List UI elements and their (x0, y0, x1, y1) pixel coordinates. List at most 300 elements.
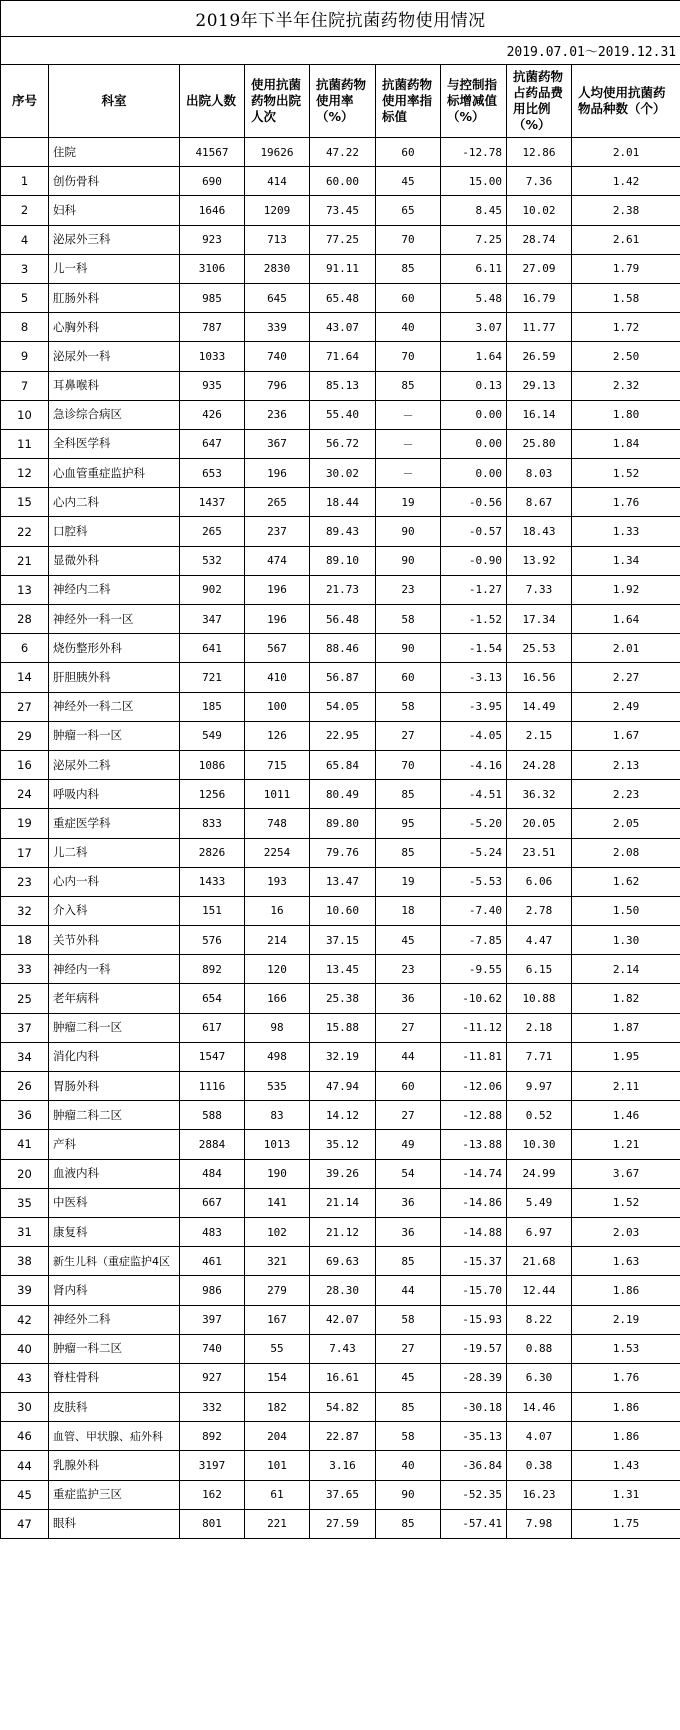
cell-discharged: 927 (180, 1363, 245, 1392)
cell-diff: 1.64 (441, 342, 507, 371)
cell-antibiotic-discharges: 126 (245, 721, 310, 750)
cell-usage-rate: 21.73 (310, 575, 376, 604)
cell-seq: 16 (1, 750, 49, 779)
table-row (1, 196, 680, 225)
cell-usage-rate: 25.38 (310, 984, 376, 1013)
cell-avg-varieties: 2.61 (572, 225, 680, 254)
cell-discharged: 935 (180, 371, 245, 400)
cell-avg-varieties: 2.01 (572, 138, 680, 167)
cell-diff: -7.85 (441, 926, 507, 955)
cell-diff: -0.56 (441, 488, 507, 517)
table-row (1, 1451, 680, 1480)
cell-antibiotic-discharges: 120 (245, 955, 310, 984)
cell-discharged: 1033 (180, 342, 245, 371)
cell-antibiotic-discharges: 100 (245, 692, 310, 721)
cell-cost-ratio: 0.52 (507, 1101, 572, 1130)
cell-usage-target: 36 (376, 984, 441, 1013)
cell-avg-varieties: 1.86 (572, 1422, 680, 1451)
cell-diff: -30.18 (441, 1393, 507, 1422)
cell-diff: 0.00 (441, 459, 507, 488)
cell-discharged: 653 (180, 459, 245, 488)
cell-discharged: 690 (180, 167, 245, 196)
cell-cost-ratio: 18.43 (507, 517, 572, 546)
cell-diff: -3.13 (441, 663, 507, 692)
cell-department: 创伤骨科 (49, 167, 180, 196)
cell-diff: -15.37 (441, 1247, 507, 1276)
cell-cost-ratio: 4.07 (507, 1422, 572, 1451)
table-row (1, 371, 680, 400)
cell-department: 肛肠外科 (49, 283, 180, 312)
cell-usage-rate: 3.16 (310, 1451, 376, 1480)
cell-avg-varieties: 1.46 (572, 1101, 680, 1130)
cell-usage-rate: 89.43 (310, 517, 376, 546)
cell-usage-target: 27 (376, 1334, 441, 1363)
cell-seq: 4 (1, 225, 49, 254)
cell-usage-target: 19 (376, 867, 441, 896)
cell-antibiotic-discharges: 321 (245, 1247, 310, 1276)
table-row (1, 955, 680, 984)
cell-usage-rate: 85.13 (310, 371, 376, 400)
cell-seq: 18 (1, 926, 49, 955)
cell-cost-ratio: 6.06 (507, 867, 572, 896)
cell-usage-target: 44 (376, 1042, 441, 1071)
cell-usage-rate: 56.48 (310, 605, 376, 634)
cell-antibiotic-discharges: 715 (245, 750, 310, 779)
cell-cost-ratio: 6.97 (507, 1217, 572, 1246)
header-department: 科室 (49, 65, 180, 138)
cell-discharged: 617 (180, 1013, 245, 1042)
cell-antibiotic-discharges: 2830 (245, 254, 310, 283)
cell-usage-rate: 32.19 (310, 1042, 376, 1071)
cell-discharged: 923 (180, 225, 245, 254)
cell-avg-varieties: 2.32 (572, 371, 680, 400)
cell-antibiotic-discharges: 19626 (245, 138, 310, 167)
cell-seq: 36 (1, 1101, 49, 1130)
table-row (1, 926, 680, 955)
cell-seq: 7 (1, 371, 49, 400)
table-row (1, 1509, 680, 1538)
cell-department: 老年病科 (49, 984, 180, 1013)
cell-diff: -57.41 (441, 1509, 507, 1538)
cell-avg-varieties: 2.14 (572, 955, 680, 984)
cell-usage-rate: 71.64 (310, 342, 376, 371)
cell-avg-varieties: 2.08 (572, 838, 680, 867)
cell-antibiotic-discharges: 339 (245, 313, 310, 342)
cell-diff: -3.95 (441, 692, 507, 721)
cell-cost-ratio: 2.15 (507, 721, 572, 750)
cell-department: 心内一科 (49, 867, 180, 896)
cell-discharged: 2826 (180, 838, 245, 867)
cell-department: 神经内一科 (49, 955, 180, 984)
header-antibiotic-discharges: 使用抗菌药物出院人次 (245, 65, 310, 138)
cell-cost-ratio: 26.59 (507, 342, 572, 371)
cell-diff: -0.57 (441, 517, 507, 546)
header-diff: 与控制指标增减值（%） (441, 65, 507, 138)
cell-avg-varieties: 1.34 (572, 546, 680, 575)
cell-discharged: 426 (180, 400, 245, 429)
cell-diff: -14.86 (441, 1188, 507, 1217)
cell-seq: 26 (1, 1072, 49, 1101)
cell-cost-ratio: 16.14 (507, 400, 572, 429)
cell-discharged: 647 (180, 429, 245, 458)
table-row (1, 546, 680, 575)
cell-diff: -19.57 (441, 1334, 507, 1363)
cell-department: 泌尿外三科 (49, 225, 180, 254)
table-row (1, 254, 680, 283)
cell-antibiotic-discharges: 474 (245, 546, 310, 575)
cell-cost-ratio: 7.98 (507, 1509, 572, 1538)
cell-seq: 10 (1, 400, 49, 429)
cell-usage-rate: 54.05 (310, 692, 376, 721)
cell-seq: 37 (1, 1013, 49, 1042)
cell-usage-target: 40 (376, 313, 441, 342)
cell-usage-target: 85 (376, 780, 441, 809)
cell-seq: 17 (1, 838, 49, 867)
cell-antibiotic-discharges: 98 (245, 1013, 310, 1042)
cell-discharged: 1116 (180, 1072, 245, 1101)
cell-avg-varieties: 1.86 (572, 1393, 680, 1422)
cell-antibiotic-discharges: 154 (245, 1363, 310, 1392)
cell-usage-target: 58 (376, 1422, 441, 1451)
cell-usage-rate: 91.11 (310, 254, 376, 283)
cell-avg-varieties: 1.50 (572, 896, 680, 925)
cell-discharged: 332 (180, 1393, 245, 1422)
cell-usage-target: 36 (376, 1188, 441, 1217)
cell-seq: 6 (1, 634, 49, 663)
table-row (1, 575, 680, 604)
cell-diff: -7.40 (441, 896, 507, 925)
cell-usage-target: － (376, 400, 441, 429)
cell-cost-ratio: 13.92 (507, 546, 572, 575)
cell-discharged: 1437 (180, 488, 245, 517)
cell-seq: 5 (1, 283, 49, 312)
cell-cost-ratio: 5.49 (507, 1188, 572, 1217)
cell-usage-target: 70 (376, 750, 441, 779)
cell-antibiotic-discharges: 193 (245, 867, 310, 896)
cell-cost-ratio: 16.56 (507, 663, 572, 692)
cell-antibiotic-discharges: 190 (245, 1159, 310, 1188)
cell-antibiotic-discharges: 567 (245, 634, 310, 663)
cell-seq: 23 (1, 867, 49, 896)
cell-cost-ratio: 6.30 (507, 1363, 572, 1392)
cell-usage-target: 36 (376, 1217, 441, 1246)
cell-diff: 8.45 (441, 196, 507, 225)
cell-diff: -12.06 (441, 1072, 507, 1101)
table-row (1, 867, 680, 896)
cell-usage-rate: 60.00 (310, 167, 376, 196)
cell-department: 心胸外科 (49, 313, 180, 342)
cell-usage-target: 85 (376, 254, 441, 283)
cell-usage-rate: 42.07 (310, 1305, 376, 1334)
table-row (1, 167, 680, 196)
cell-cost-ratio: 8.67 (507, 488, 572, 517)
cell-cost-ratio: 17.34 (507, 605, 572, 634)
cell-seq: 11 (1, 429, 49, 458)
cell-department: 血液内科 (49, 1159, 180, 1188)
cell-usage-rate: 16.61 (310, 1363, 376, 1392)
header-seq: 序号 (1, 65, 49, 138)
cell-department: 肿瘤一科一区 (49, 721, 180, 750)
cell-seq: 25 (1, 984, 49, 1013)
cell-department: 重症监护三区 (49, 1480, 180, 1509)
cell-usage-target: 54 (376, 1159, 441, 1188)
cell-antibiotic-discharges: 102 (245, 1217, 310, 1246)
cell-avg-varieties: 1.80 (572, 400, 680, 429)
cell-usage-rate: 10.60 (310, 896, 376, 925)
cell-seq: 31 (1, 1217, 49, 1246)
cell-discharged: 3197 (180, 1451, 245, 1480)
table-row (1, 663, 680, 692)
cell-usage-target: 85 (376, 1509, 441, 1538)
cell-discharged: 833 (180, 809, 245, 838)
cell-department: 神经外一科一区 (49, 605, 180, 634)
cell-cost-ratio: 2.78 (507, 896, 572, 925)
cell-usage-rate: 21.12 (310, 1217, 376, 1246)
cell-avg-varieties: 1.42 (572, 167, 680, 196)
table-row (1, 517, 680, 546)
cell-antibiotic-discharges: 16 (245, 896, 310, 925)
cell-department: 肿瘤二科二区 (49, 1101, 180, 1130)
cell-seq: 20 (1, 1159, 49, 1188)
cell-usage-target: 70 (376, 342, 441, 371)
cell-diff: -10.62 (441, 984, 507, 1013)
cell-avg-varieties: 1.43 (572, 1451, 680, 1480)
cell-usage-rate: 21.14 (310, 1188, 376, 1217)
cell-antibiotic-discharges: 101 (245, 1451, 310, 1480)
cell-cost-ratio: 16.23 (507, 1480, 572, 1509)
cell-discharged: 3106 (180, 254, 245, 283)
cell-usage-target: 65 (376, 196, 441, 225)
cell-avg-varieties: 1.76 (572, 488, 680, 517)
cell-usage-rate: 15.88 (310, 1013, 376, 1042)
cell-usage-target: 44 (376, 1276, 441, 1305)
cell-avg-varieties: 1.86 (572, 1276, 680, 1305)
cell-seq: 42 (1, 1305, 49, 1334)
cell-diff: -12.88 (441, 1101, 507, 1130)
cell-discharged: 2884 (180, 1130, 245, 1159)
cell-usage-target: 60 (376, 663, 441, 692)
table-row (1, 1188, 680, 1217)
cell-department: 泌尿外一科 (49, 342, 180, 371)
table-row (1, 1363, 680, 1392)
cell-avg-varieties: 2.27 (572, 663, 680, 692)
cell-usage-target: 58 (376, 605, 441, 634)
table-row (1, 984, 680, 1013)
cell-avg-varieties: 1.52 (572, 459, 680, 488)
cell-department: 肝胆胰外科 (49, 663, 180, 692)
cell-usage-rate: 30.02 (310, 459, 376, 488)
cell-diff: -14.74 (441, 1159, 507, 1188)
cell-discharged: 162 (180, 1480, 245, 1509)
cell-avg-varieties: 3.67 (572, 1159, 680, 1188)
cell-usage-target: 90 (376, 546, 441, 575)
cell-usage-rate: 56.72 (310, 429, 376, 458)
cell-diff: -35.13 (441, 1422, 507, 1451)
cell-cost-ratio: 10.88 (507, 984, 572, 1013)
cell-department: 胃肠外科 (49, 1072, 180, 1101)
cell-department: 中医科 (49, 1188, 180, 1217)
cell-avg-varieties: 2.05 (572, 809, 680, 838)
cell-antibiotic-discharges: 279 (245, 1276, 310, 1305)
cell-department: 脊柱骨科 (49, 1363, 180, 1392)
cell-seq: 44 (1, 1451, 49, 1480)
cell-cost-ratio: 29.13 (507, 371, 572, 400)
cell-discharged: 532 (180, 546, 245, 575)
page-title: 2019年下半年住院抗菌药物使用情况 (1, 1, 680, 37)
cell-department: 烧伤整形外科 (49, 634, 180, 663)
cell-antibiotic-discharges: 182 (245, 1393, 310, 1422)
cell-diff: -14.88 (441, 1217, 507, 1246)
cell-diff: -1.54 (441, 634, 507, 663)
cell-usage-target: － (376, 429, 441, 458)
cell-antibiotic-discharges: 214 (245, 926, 310, 955)
cell-seq: 21 (1, 546, 49, 575)
cell-usage-rate: 80.49 (310, 780, 376, 809)
cell-discharged: 1547 (180, 1042, 245, 1071)
cell-seq: 27 (1, 692, 49, 721)
cell-antibiotic-discharges: 166 (245, 984, 310, 1013)
cell-discharged: 654 (180, 984, 245, 1013)
cell-usage-rate: 37.15 (310, 926, 376, 955)
cell-avg-varieties: 1.76 (572, 1363, 680, 1392)
cell-discharged: 461 (180, 1247, 245, 1276)
cell-discharged: 483 (180, 1217, 245, 1246)
cell-antibiotic-discharges: 410 (245, 663, 310, 692)
cell-usage-rate: 22.87 (310, 1422, 376, 1451)
date-range: 2019.07.01～2019.12.31 (1, 37, 680, 65)
cell-discharged: 902 (180, 575, 245, 604)
cell-discharged: 1086 (180, 750, 245, 779)
cell-diff: 0.13 (441, 371, 507, 400)
cell-antibiotic-discharges: 236 (245, 400, 310, 429)
cell-seq: 34 (1, 1042, 49, 1071)
cell-avg-varieties: 1.62 (572, 867, 680, 896)
cell-discharged: 151 (180, 896, 245, 925)
cell-usage-rate: 65.84 (310, 750, 376, 779)
cell-seq: 46 (1, 1422, 49, 1451)
table-row (1, 780, 680, 809)
cell-avg-varieties: 2.38 (572, 196, 680, 225)
cell-avg-varieties: 1.52 (572, 1188, 680, 1217)
cell-cost-ratio: 8.22 (507, 1305, 572, 1334)
table-row (1, 429, 680, 458)
cell-avg-varieties: 2.19 (572, 1305, 680, 1334)
cell-avg-varieties: 2.50 (572, 342, 680, 371)
cell-diff: 5.48 (441, 283, 507, 312)
cell-seq: 33 (1, 955, 49, 984)
cell-department: 血管、甲状腺、疝外科 (49, 1422, 180, 1451)
cell-cost-ratio: 20.05 (507, 809, 572, 838)
cell-usage-rate: 47.22 (310, 138, 376, 167)
cell-seq: 8 (1, 313, 49, 342)
cell-department: 呼吸内科 (49, 780, 180, 809)
cell-discharged: 787 (180, 313, 245, 342)
header-cost-ratio: 抗菌药物占药品费用比例（%） (507, 65, 572, 138)
table-row (1, 1305, 680, 1334)
cell-cost-ratio: 14.46 (507, 1393, 572, 1422)
header-row (1, 65, 680, 138)
cell-antibiotic-discharges: 740 (245, 342, 310, 371)
table-row (1, 1393, 680, 1422)
cell-usage-rate: 22.95 (310, 721, 376, 750)
cell-usage-rate: 27.59 (310, 1509, 376, 1538)
table-row (1, 721, 680, 750)
cell-seq: 9 (1, 342, 49, 371)
cell-seq: 45 (1, 1480, 49, 1509)
cell-cost-ratio: 4.47 (507, 926, 572, 955)
cell-department: 肿瘤二科一区 (49, 1013, 180, 1042)
cell-seq: 47 (1, 1509, 49, 1538)
cell-seq: 39 (1, 1276, 49, 1305)
table-row (1, 488, 680, 517)
cell-seq: 1 (1, 167, 49, 196)
header-usage-rate: 抗菌药物使用率（%） (310, 65, 376, 138)
cell-usage-rate: 43.07 (310, 313, 376, 342)
table-row (1, 1422, 680, 1451)
cell-usage-rate: 79.76 (310, 838, 376, 867)
table-row (1, 605, 680, 634)
cell-usage-target: 27 (376, 721, 441, 750)
cell-cost-ratio: 24.99 (507, 1159, 572, 1188)
cell-usage-target: 60 (376, 138, 441, 167)
cell-seq: 30 (1, 1393, 49, 1422)
cell-department: 产科 (49, 1130, 180, 1159)
cell-usage-rate: 13.47 (310, 867, 376, 896)
cell-discharged: 588 (180, 1101, 245, 1130)
cell-cost-ratio: 2.18 (507, 1013, 572, 1042)
cell-avg-varieties: 1.63 (572, 1247, 680, 1276)
cell-diff: -9.55 (441, 955, 507, 984)
cell-usage-target: 90 (376, 634, 441, 663)
cell-department: 急诊综合病区 (49, 400, 180, 429)
cell-diff: 6.11 (441, 254, 507, 283)
cell-seq: 38 (1, 1247, 49, 1276)
cell-diff: 3.07 (441, 313, 507, 342)
cell-diff: -5.24 (441, 838, 507, 867)
cell-diff: -11.12 (441, 1013, 507, 1042)
cell-diff: -52.35 (441, 1480, 507, 1509)
table-row (1, 1334, 680, 1363)
cell-cost-ratio: 27.09 (507, 254, 572, 283)
cell-antibiotic-discharges: 2254 (245, 838, 310, 867)
cell-discharged: 740 (180, 1334, 245, 1363)
cell-department: 耳鼻喉科 (49, 371, 180, 400)
cell-avg-varieties: 1.87 (572, 1013, 680, 1042)
cell-diff: -5.20 (441, 809, 507, 838)
cell-department: 口腔科 (49, 517, 180, 546)
cell-cost-ratio: 8.03 (507, 459, 572, 488)
cell-usage-target: 70 (376, 225, 441, 254)
cell-avg-varieties: 1.53 (572, 1334, 680, 1363)
cell-department: 显微外科 (49, 546, 180, 575)
table-row (1, 750, 680, 779)
cell-antibiotic-discharges: 196 (245, 575, 310, 604)
cell-seq: 3 (1, 254, 49, 283)
table-row (1, 1480, 680, 1509)
cell-usage-rate: 56.87 (310, 663, 376, 692)
cell-cost-ratio: 16.79 (507, 283, 572, 312)
cell-cost-ratio: 25.53 (507, 634, 572, 663)
cell-discharged: 892 (180, 955, 245, 984)
cell-seq: 14 (1, 663, 49, 692)
cell-department: 妇科 (49, 196, 180, 225)
cell-seq: 35 (1, 1188, 49, 1217)
cell-department: 乳腺外科 (49, 1451, 180, 1480)
cell-discharged: 1646 (180, 196, 245, 225)
cell-discharged: 549 (180, 721, 245, 750)
cell-seq: 24 (1, 780, 49, 809)
cell-usage-target: 45 (376, 167, 441, 196)
